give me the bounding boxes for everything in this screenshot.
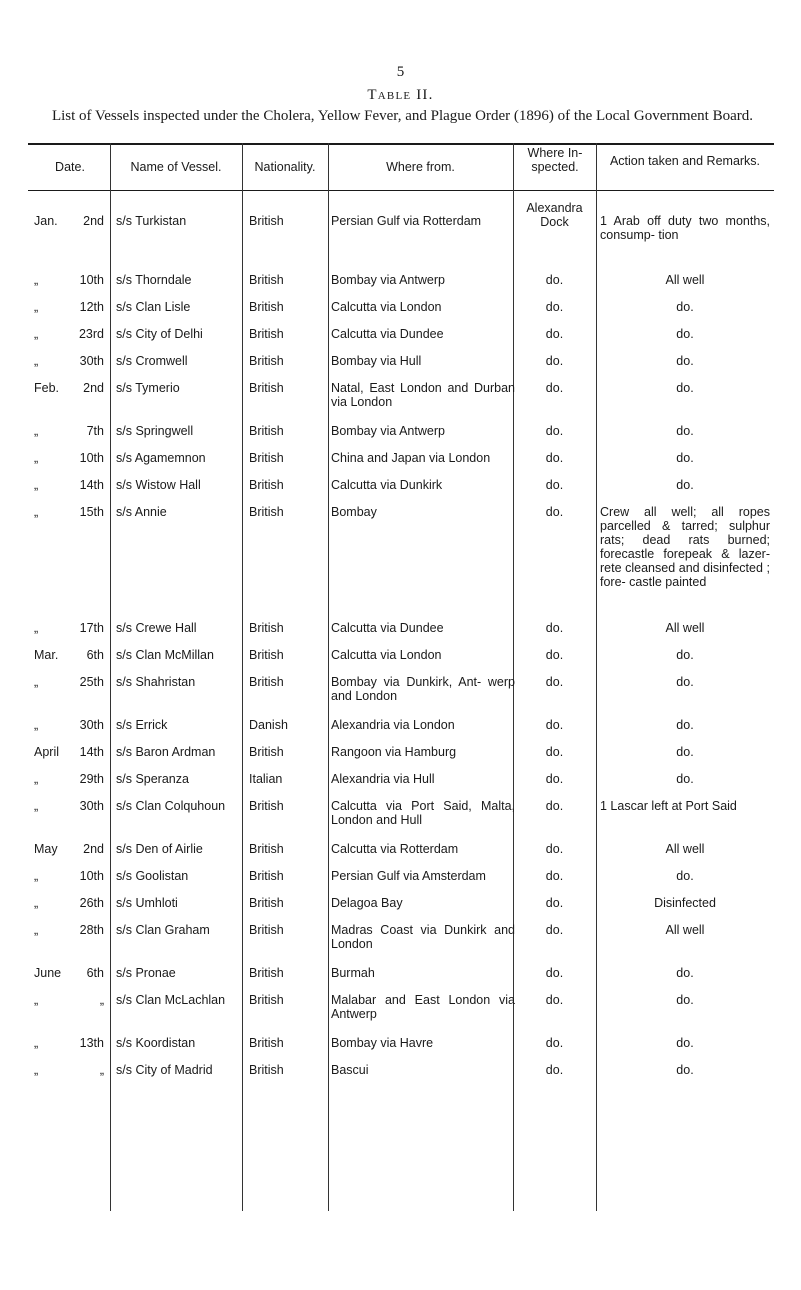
where-inspected-cell: do. — [545, 718, 564, 732]
date-day-cell: 17th — [79, 621, 104, 635]
where-from-cell: Alexandria via London — [331, 718, 455, 732]
action-remarks-cell: do. — [676, 327, 694, 341]
date-day-cell: „ — [99, 993, 104, 1007]
date-day-cell: 10th — [79, 273, 104, 287]
date-day-cell: 30th — [79, 799, 104, 813]
header-where-from: Where from. — [386, 160, 455, 174]
where-inspected-cell: do. — [545, 300, 564, 314]
where-inspected-cell: do. — [545, 1063, 564, 1077]
nationality-cell: British — [249, 869, 284, 883]
where-from-cell: Natal, East London and Durban via London — [331, 381, 515, 409]
vessel-name-cell: s/s Clan Colquhoun — [116, 799, 226, 813]
where-from-cell: Bascui — [331, 1063, 369, 1077]
where-inspected-cell: do. — [545, 896, 564, 910]
where-inspected-cell: do. — [545, 451, 564, 465]
nationality-cell: British — [249, 424, 284, 438]
date-day-cell: 14th — [79, 745, 104, 759]
date-month-cell: Mar. — [34, 648, 59, 662]
table-caption: List of Vessels inspected under the Cholera, Yellow Fever, and Plague Order (1896) of the Local Government Board. — [51, 108, 754, 124]
column-divider — [110, 143, 111, 1211]
vessel-name-cell: s/s Clan McLachlan — [116, 993, 226, 1007]
date-day-cell: 6th — [86, 966, 104, 980]
nationality-cell: British — [249, 327, 284, 341]
vessel-name-cell: s/s Turkistan — [116, 214, 187, 228]
action-remarks-cell: All well — [665, 923, 705, 937]
vessel-name-cell: s/s Speranza — [116, 772, 189, 786]
date-day-cell: 14th — [79, 478, 104, 492]
nationality-cell: British — [249, 621, 284, 635]
nationality-cell: British — [249, 381, 284, 395]
where-from-cell: Burmah — [331, 966, 375, 980]
vessel-name-cell: s/s Annie — [116, 505, 167, 519]
where-from-cell: Bombay via Havre — [331, 1036, 434, 1050]
where-inspected-cell: do. — [545, 745, 564, 759]
where-inspected-cell: do. — [545, 648, 564, 662]
where-inspected-cell: do. — [545, 1036, 564, 1050]
vessel-name-cell: s/s Errick — [116, 718, 168, 732]
vessel-name-cell: s/s Tymerio — [116, 381, 180, 395]
date-month-cell: „ — [34, 799, 39, 813]
header-rule — [28, 190, 774, 191]
date-month-cell: Feb. — [34, 381, 60, 395]
action-remarks-cell: do. — [676, 381, 694, 395]
date-day-cell: 13th — [79, 1036, 104, 1050]
nationality-cell: British — [249, 648, 284, 662]
where-inspected-cell: do. — [545, 675, 564, 689]
action-remarks-cell: 1 Arab off duty two months, consump- tion — [600, 214, 770, 242]
where-inspected-cell: do. — [545, 993, 564, 1007]
nationality-cell: British — [249, 993, 284, 1007]
page-number: 5 — [396, 64, 405, 80]
where-from-cell: Bombay — [331, 505, 377, 519]
where-from-cell: Calcutta via Dunkirk — [331, 478, 443, 492]
nationality-cell: British — [249, 966, 284, 980]
where-inspected-cell: do. — [545, 478, 564, 492]
nationality-cell: British — [249, 1036, 284, 1050]
vessel-name-cell: s/s Thorndale — [116, 273, 192, 287]
vessel-name-cell: s/s Koordistan — [116, 1036, 196, 1050]
where-from-cell: Bombay via Hull — [331, 354, 422, 368]
vessel-name-cell: s/s Clan Lisle — [116, 300, 191, 314]
nationality-cell: Danish — [249, 718, 288, 732]
where-inspected-cell: do. — [545, 923, 564, 937]
nationality-cell: British — [249, 1063, 284, 1077]
where-from-cell: Calcutta via London — [331, 648, 442, 662]
where-inspected-cell: do. — [545, 869, 564, 883]
vessel-name-cell: s/s Agamemnon — [116, 451, 206, 465]
where-inspected-cell: do. — [545, 799, 564, 813]
column-divider — [596, 143, 597, 1211]
date-day-cell: 26th — [79, 896, 104, 910]
where-inspected-cell: do. — [545, 381, 564, 395]
nationality-cell: British — [249, 214, 284, 228]
date-day-cell: 10th — [79, 869, 104, 883]
date-month-cell: June — [34, 966, 62, 980]
where-from-cell: Malabar and East London via Antwerp — [331, 993, 515, 1021]
date-month-cell: „ — [34, 718, 39, 732]
nationality-cell: British — [249, 842, 284, 856]
date-day-cell: 2nd — [83, 381, 104, 395]
vessel-name-cell: s/s Cromwell — [116, 354, 188, 368]
date-day-cell: 30th — [79, 354, 104, 368]
header-vessel-name: Name of Vessel. — [130, 160, 222, 174]
where-inspected-cell: do. — [545, 966, 564, 980]
vessel-name-cell: s/s Clan Graham — [116, 923, 210, 937]
date-day-cell: 2nd — [83, 842, 104, 856]
vessel-name-cell: s/s Pronae — [116, 966, 176, 980]
date-month-cell: Jan. — [34, 214, 58, 228]
date-month-cell: „ — [34, 1036, 39, 1050]
date-month-cell: „ — [34, 896, 39, 910]
date-day-cell: 25th — [79, 675, 104, 689]
date-month-cell: April — [34, 745, 60, 759]
where-from-cell: Calcutta via Dundee — [331, 327, 444, 341]
date-day-cell: „ — [99, 1063, 104, 1077]
date-day-cell: 2nd — [83, 214, 104, 228]
date-month-cell: „ — [34, 354, 39, 368]
where-inspected-cell: do. — [545, 772, 564, 786]
where-from-cell: Calcutta via Port Said, Malta, London and Hull — [331, 799, 515, 827]
where-inspected-cell: do. — [545, 505, 564, 519]
where-inspected-cell: do. — [545, 273, 564, 287]
date-day-cell: 12th — [79, 300, 104, 314]
date-month-cell: „ — [34, 621, 39, 635]
date-month-cell: „ — [34, 675, 39, 689]
action-remarks-cell: do. — [676, 1036, 694, 1050]
date-day-cell: 29th — [79, 772, 104, 786]
vessel-name-cell: s/s Goolistan — [116, 869, 189, 883]
action-remarks-cell: do. — [676, 675, 694, 689]
top-rule — [28, 143, 774, 145]
vessel-name-cell: s/s City of Madrid — [116, 1063, 213, 1077]
where-from-cell: Persian Gulf via Amsterdam — [331, 869, 486, 883]
date-month-cell: „ — [34, 300, 39, 314]
nationality-cell: British — [249, 505, 284, 519]
where-inspected-cell: do. — [545, 424, 564, 438]
where-inspected-cell: do. — [545, 327, 564, 341]
nationality-cell: British — [249, 675, 284, 689]
action-remarks-cell: do. — [676, 745, 694, 759]
vessel-name-cell: s/s Wistow Hall — [116, 478, 201, 492]
vessel-name-cell: s/s Springwell — [116, 424, 194, 438]
date-day-cell: 10th — [79, 451, 104, 465]
date-day-cell: 6th — [86, 648, 104, 662]
action-remarks-cell: do. — [676, 478, 694, 492]
header-nationality: Nationality. — [254, 160, 316, 174]
where-from-cell: Madras Coast via Dunkirk and London — [331, 923, 515, 951]
nationality-cell: British — [249, 354, 284, 368]
where-from-cell: Bombay via Dunkirk, Ant- werp and London — [331, 675, 515, 703]
where-from-cell: Calcutta via Dundee — [331, 621, 444, 635]
date-month-cell: „ — [34, 869, 39, 883]
action-remarks-cell: do. — [676, 869, 694, 883]
header-date: Date. — [55, 160, 85, 174]
action-remarks-cell: do. — [676, 300, 694, 314]
date-month-cell: „ — [34, 273, 39, 287]
where-inspected-cell: do. — [545, 621, 564, 635]
date-day-cell: 30th — [79, 718, 104, 732]
where-from-cell: China and Japan via London — [331, 451, 491, 465]
vessel-name-cell: s/s Shahristan — [116, 675, 196, 689]
date-month-cell: „ — [34, 505, 39, 519]
where-inspected-cell: do. — [545, 842, 564, 856]
where-from-cell: Rangoon via Hamburg — [331, 745, 457, 759]
vessel-name-cell: s/s Umhloti — [116, 896, 178, 910]
vessel-name-cell: s/s Crewe Hall — [116, 621, 197, 635]
date-month-cell: „ — [34, 993, 39, 1007]
vessel-name-cell: s/s Den of Airlie — [116, 842, 203, 856]
date-day-cell: 23rd — [78, 327, 104, 341]
column-divider — [242, 143, 243, 1211]
nationality-cell: British — [249, 745, 284, 759]
nationality-cell: British — [249, 896, 284, 910]
nationality-cell: British — [249, 273, 284, 287]
nationality-cell: Italian — [249, 772, 283, 786]
date-day-cell: 7th — [86, 424, 104, 438]
where-inspected-cell: do. — [545, 354, 564, 368]
action-remarks-cell: All well — [665, 621, 705, 635]
action-remarks-cell: do. — [676, 354, 694, 368]
action-remarks-cell: do. — [676, 966, 694, 980]
action-remarks-cell: Disinfected — [654, 896, 716, 910]
date-month-cell: „ — [34, 1063, 39, 1077]
nationality-cell: British — [249, 451, 284, 465]
action-remarks-cell: do. — [676, 993, 694, 1007]
action-remarks-cell: Crew all well; all ropes parcelled & tarred; sulphur rats; dead rats burned; forecastle forepeak & lazer- rete cleansed and disinfected ; fore- castle painted — [600, 505, 770, 589]
where-from-cell: Persian Gulf via Rotterdam — [331, 214, 482, 228]
date-month-cell: „ — [34, 451, 39, 465]
where-from-cell: Alexandria via Hull — [331, 772, 435, 786]
action-remarks-cell: do. — [676, 772, 694, 786]
nationality-cell: British — [249, 923, 284, 937]
header-where-inspected: Where In- spected. — [527, 146, 583, 174]
date-day-cell: 28th — [79, 923, 104, 937]
nationality-cell: British — [249, 799, 284, 813]
nationality-cell: British — [249, 300, 284, 314]
date-month-cell: „ — [34, 327, 39, 341]
date-day-cell: 15th — [79, 505, 104, 519]
date-month-cell: May — [34, 842, 58, 856]
action-remarks-cell: do. — [676, 1063, 694, 1077]
table-title: Table II. — [367, 87, 434, 103]
date-month-cell: „ — [34, 478, 39, 492]
date-month-cell: „ — [34, 923, 39, 937]
action-remarks-cell: do. — [676, 451, 694, 465]
where-inspected-cell: Alexandra Dock — [526, 201, 583, 229]
action-remarks-cell: All well — [665, 842, 705, 856]
action-remarks-cell: do. — [676, 648, 694, 662]
action-remarks-cell: do. — [676, 718, 694, 732]
where-from-cell: Delagoa Bay — [331, 896, 403, 910]
action-remarks-cell: All well — [665, 273, 705, 287]
where-from-cell: Calcutta via Rotterdam — [331, 842, 459, 856]
vessel-name-cell: s/s Clan McMillan — [116, 648, 214, 662]
date-month-cell: „ — [34, 772, 39, 786]
action-remarks-cell: do. — [676, 424, 694, 438]
where-from-cell: Bombay via Antwerp — [331, 424, 445, 438]
where-from-cell: Calcutta via London — [331, 300, 442, 314]
where-from-cell: Bombay via Antwerp — [331, 273, 445, 287]
date-month-cell: „ — [34, 424, 39, 438]
vessel-name-cell: s/s Baron Ardman — [116, 745, 216, 759]
vessel-name-cell: s/s City of Delhi — [116, 327, 203, 341]
header-action-remarks: Action taken and Remarks. — [609, 154, 761, 168]
action-remarks-cell: 1 Lascar left at Port Said — [600, 799, 737, 813]
nationality-cell: British — [249, 478, 284, 492]
